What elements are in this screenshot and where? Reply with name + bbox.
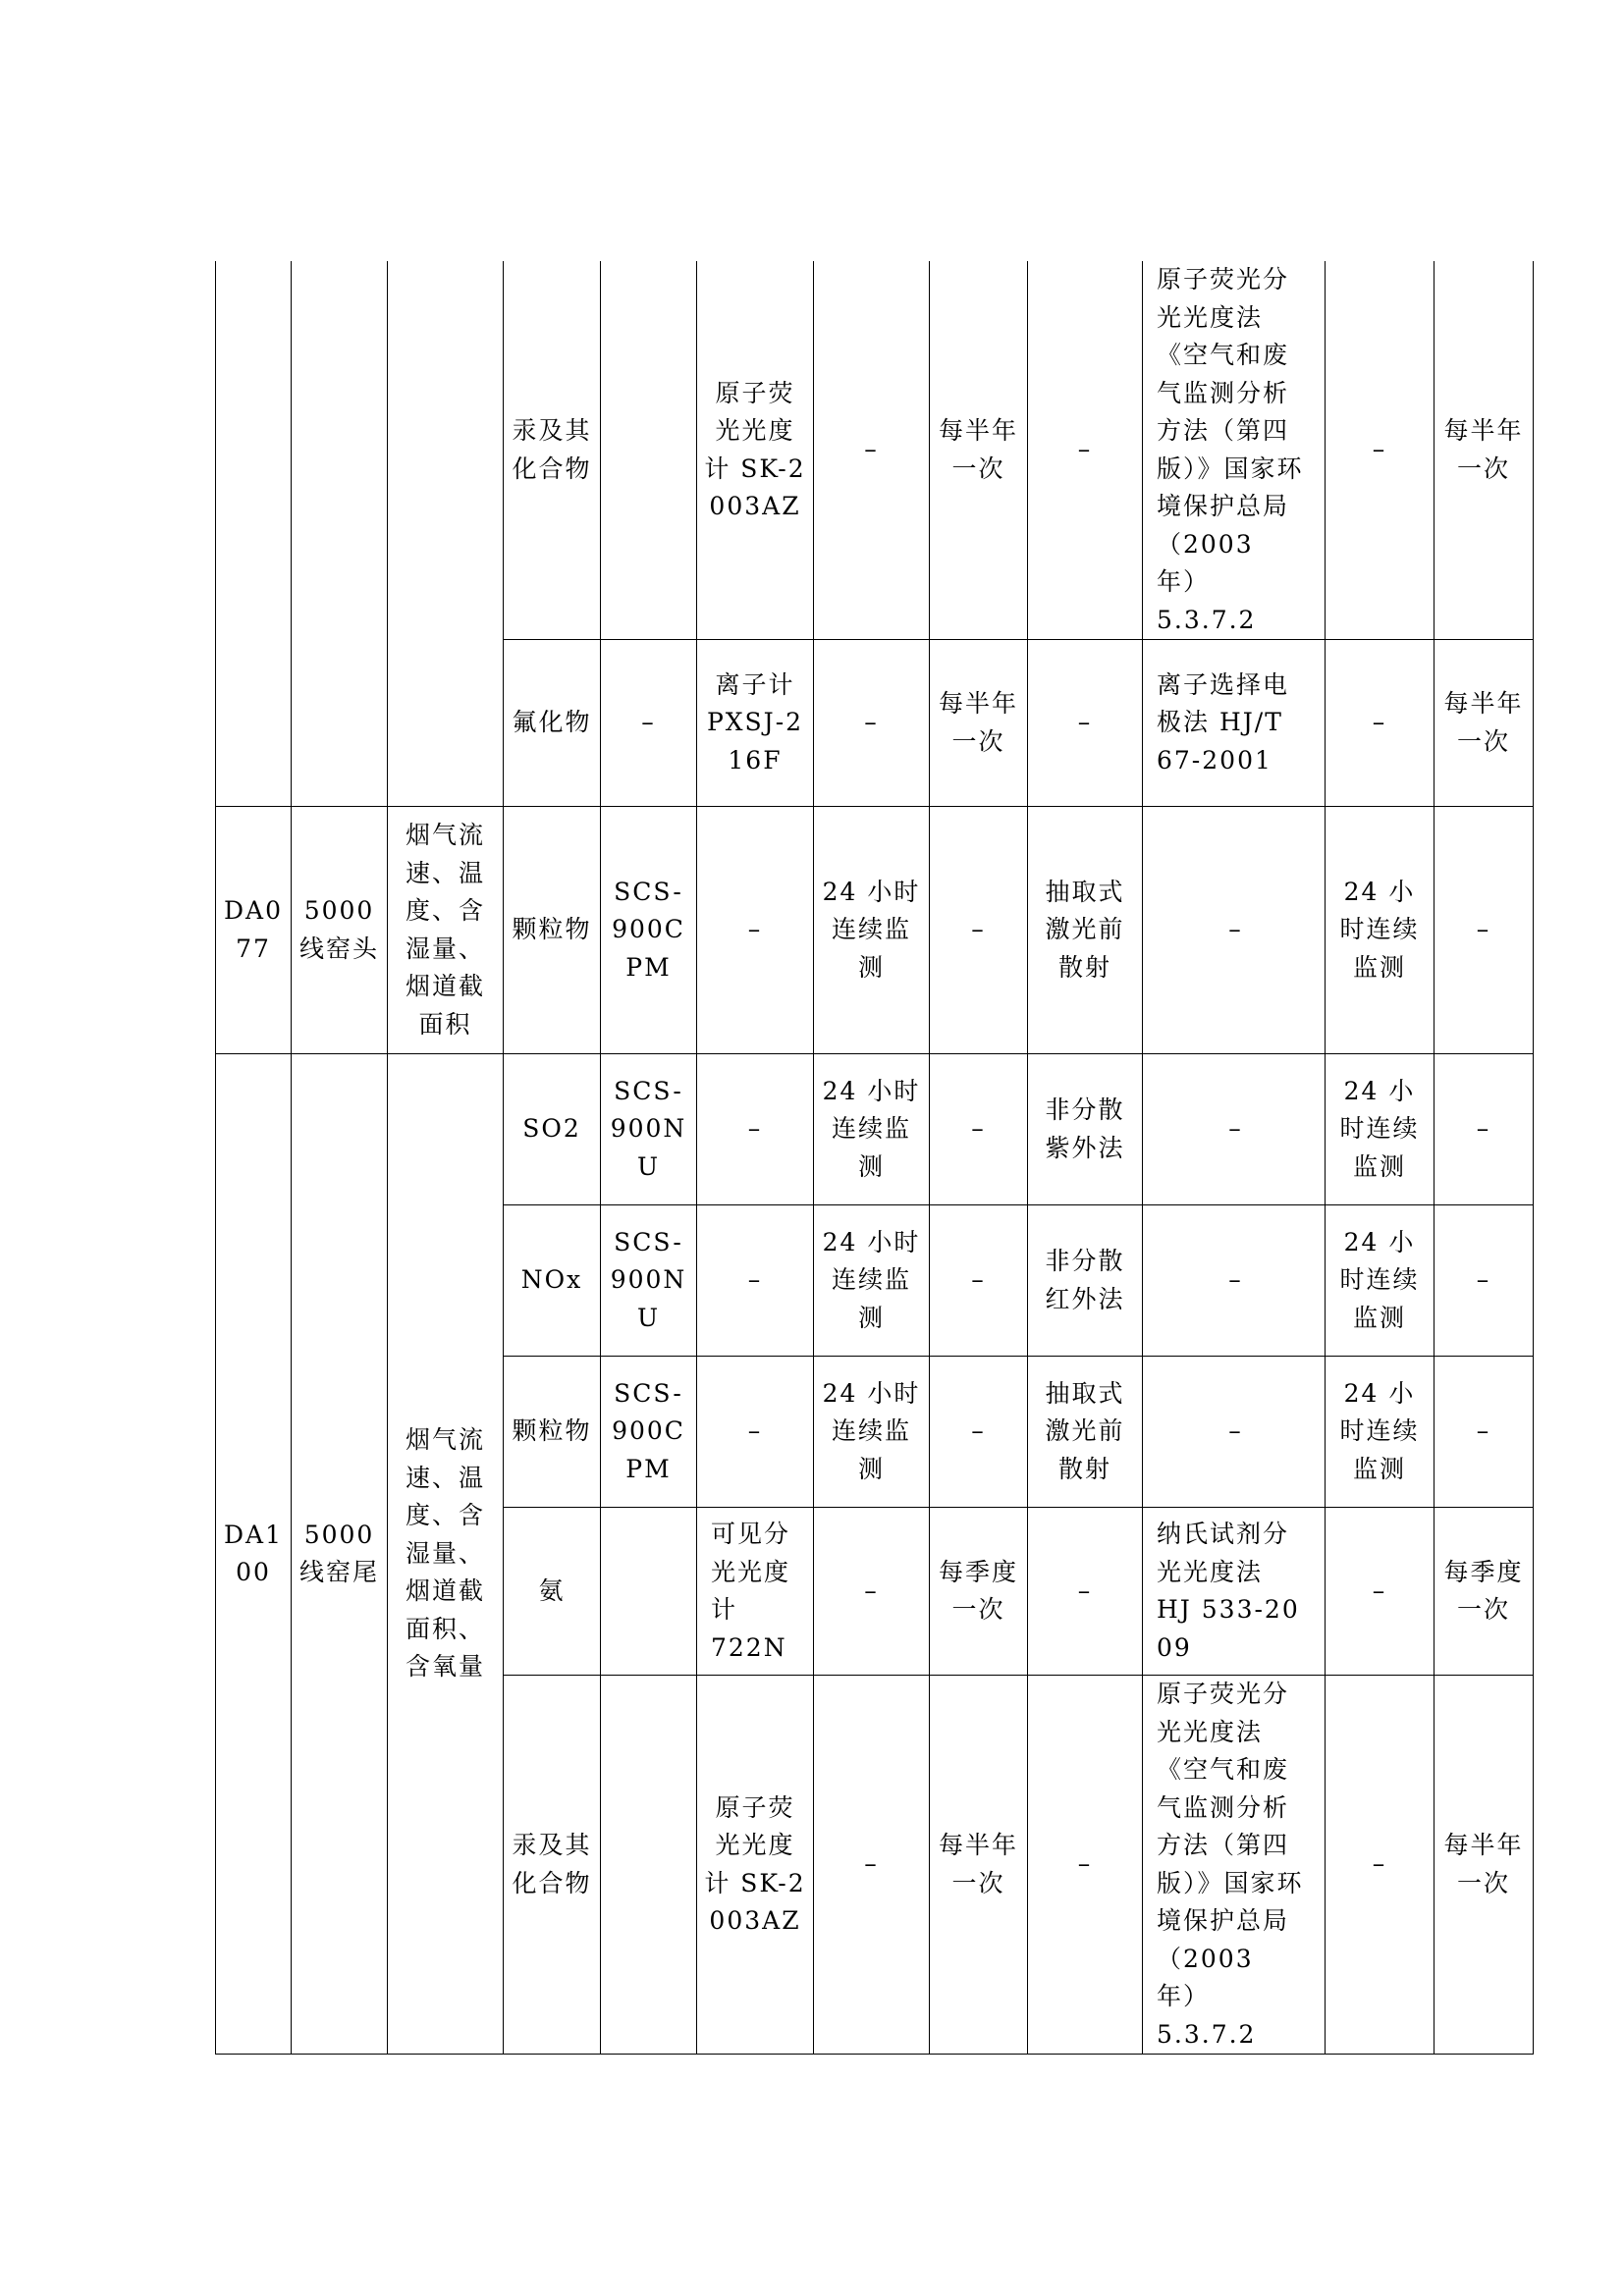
manual-frequency-2-cell: – [1435, 1357, 1534, 1508]
auto-frequency-2-cell: 24 小时连续监测 [1326, 1054, 1435, 1205]
auto-frequency-2-cell: 24 小时连续监测 [1326, 1357, 1435, 1508]
auto-frequency-cell: – [814, 1676, 930, 2055]
auto-frequency-cell: – [814, 261, 930, 640]
auto-frequency-2-cell: – [1326, 1508, 1435, 1676]
manual-frequency-cell: – [930, 1205, 1028, 1357]
manual-method-cell: – [1143, 1357, 1326, 1508]
pollutant-cell: 汞及其化合物 [504, 1676, 601, 2055]
auto-frequency-2-cell: – [1326, 1676, 1435, 2055]
manual-frequency-cell: – [930, 1357, 1028, 1508]
manual-frequency-cell: 每半年一次 [930, 1676, 1028, 2055]
table-row [216, 261, 1534, 640]
auto-model-cell: – [601, 640, 697, 807]
manual-instrument-cell: – [697, 807, 814, 1054]
auto-frequency-2-cell: 24 小时连续监测 [1326, 1205, 1435, 1357]
manual-method-cell: – [1143, 807, 1326, 1054]
auto-method-cell: – [1028, 640, 1143, 807]
manual-method-cell: – [1143, 1054, 1326, 1205]
pollutant-cell: 汞及其化合物 [504, 261, 601, 640]
auto-model-cell [601, 261, 697, 640]
manual-method-cell: 原子荧光分光光度法《空气和废气监测分析方法（第四版）》国家环境保护总局（2003 年） 5.3.7.2 [1143, 261, 1326, 640]
table-row [216, 807, 1534, 1054]
auto-model-cell [601, 1676, 697, 2055]
location-cell: 5000 线窑头 [292, 807, 388, 1054]
auto-model-cell: SCS-900NU [601, 1054, 697, 1205]
auto-frequency-cell: 24 小时连续监测 [814, 1054, 930, 1205]
manual-frequency-cell: – [930, 1054, 1028, 1205]
manual-method-cell: 原子荧光分光光度法《空气和废气监测分析方法（第四版）》国家环境保护总局（2003 年） 5.3.7.2 [1143, 1676, 1326, 2055]
pollutant-cell: SO2 [504, 1054, 601, 1205]
monitoring-table [215, 261, 1534, 2055]
manual-method-cell: 离子选择电极法 HJ/T 67-2001 [1143, 640, 1326, 807]
auto-frequency-cell: 24 小时连续监测 [814, 1205, 930, 1357]
auto-method-cell: 抽取式激光前散射 [1028, 807, 1143, 1054]
auto-frequency-2-cell: 24 小时连续监测 [1326, 807, 1435, 1054]
manual-instrument-cell: – [697, 1205, 814, 1357]
manual-method-cell: – [1143, 1205, 1326, 1357]
auto-method-cell: 非分散红外法 [1028, 1205, 1143, 1357]
manual-instrument-cell: 可见分光光度计 722N [697, 1508, 814, 1676]
auto-frequency-cell: – [814, 640, 930, 807]
auto-method-cell: – [1028, 1676, 1143, 2055]
manual-frequency-2-cell: – [1435, 1054, 1534, 1205]
auto-model-cell: SCS-900CPM [601, 1357, 697, 1508]
auto-method-cell: 抽取式激光前散射 [1028, 1357, 1143, 1508]
params-cell: 烟气流速、温度、含湿量、烟道截面积、含氧量 [388, 1054, 504, 2055]
code-cell [216, 261, 292, 807]
manual-frequency-2-cell: 每半年一次 [1435, 1676, 1534, 2055]
manual-frequency-cell: 每半年一次 [930, 640, 1028, 807]
auto-method-cell: – [1028, 1508, 1143, 1676]
manual-method-cell: 纳氏试剂分光光度法 HJ 533-2009 [1143, 1508, 1326, 1676]
auto-frequency-2-cell: – [1326, 640, 1435, 807]
manual-instrument-cell: 原子荧光光度计 SK-2003AZ [697, 1676, 814, 2055]
auto-frequency-cell: 24 小时连续监测 [814, 1357, 930, 1508]
code-cell: DA100 [216, 1054, 292, 2055]
auto-frequency-cell: 24 小时连续监测 [814, 807, 930, 1054]
code-cell: DA077 [216, 807, 292, 1054]
manual-frequency-cell: 每季度一次 [930, 1508, 1028, 1676]
pollutant-cell: 颗粒物 [504, 807, 601, 1054]
manual-instrument-cell: – [697, 1054, 814, 1205]
location-cell: 5000 线窑尾 [292, 1054, 388, 2055]
auto-model-cell: SCS-900NU [601, 1205, 697, 1357]
manual-instrument-cell: 离子计 PXSJ-216F [697, 640, 814, 807]
manual-instrument-cell: – [697, 1357, 814, 1508]
pollutant-cell: NOx [504, 1205, 601, 1357]
manual-frequency-cell: 每半年一次 [930, 261, 1028, 640]
auto-frequency-cell: – [814, 1508, 930, 1676]
location-cell [292, 261, 388, 807]
manual-frequency-2-cell: 每半年一次 [1435, 640, 1534, 807]
auto-method-cell: 非分散紫外法 [1028, 1054, 1143, 1205]
auto-method-cell: – [1028, 261, 1143, 640]
pollutant-cell: 颗粒物 [504, 1357, 601, 1508]
pollutant-cell: 氨 [504, 1508, 601, 1676]
manual-frequency-cell: – [930, 807, 1028, 1054]
auto-frequency-2-cell: – [1326, 261, 1435, 640]
pollutant-cell: 氟化物 [504, 640, 601, 807]
auto-model-cell: SCS-900CPM [601, 807, 697, 1054]
params-cell: 烟气流速、温度、含湿量、烟道截面积 [388, 807, 504, 1054]
table-row [216, 1054, 1534, 1205]
params-cell [388, 261, 504, 807]
auto-model-cell [601, 1508, 697, 1676]
manual-frequency-2-cell: 每半年一次 [1435, 261, 1534, 640]
manual-frequency-2-cell: – [1435, 1205, 1534, 1357]
manual-instrument-cell: 原子荧光光度计 SK-2003AZ [697, 261, 814, 640]
manual-frequency-2-cell: 每季度一次 [1435, 1508, 1534, 1676]
manual-frequency-2-cell: – [1435, 807, 1534, 1054]
